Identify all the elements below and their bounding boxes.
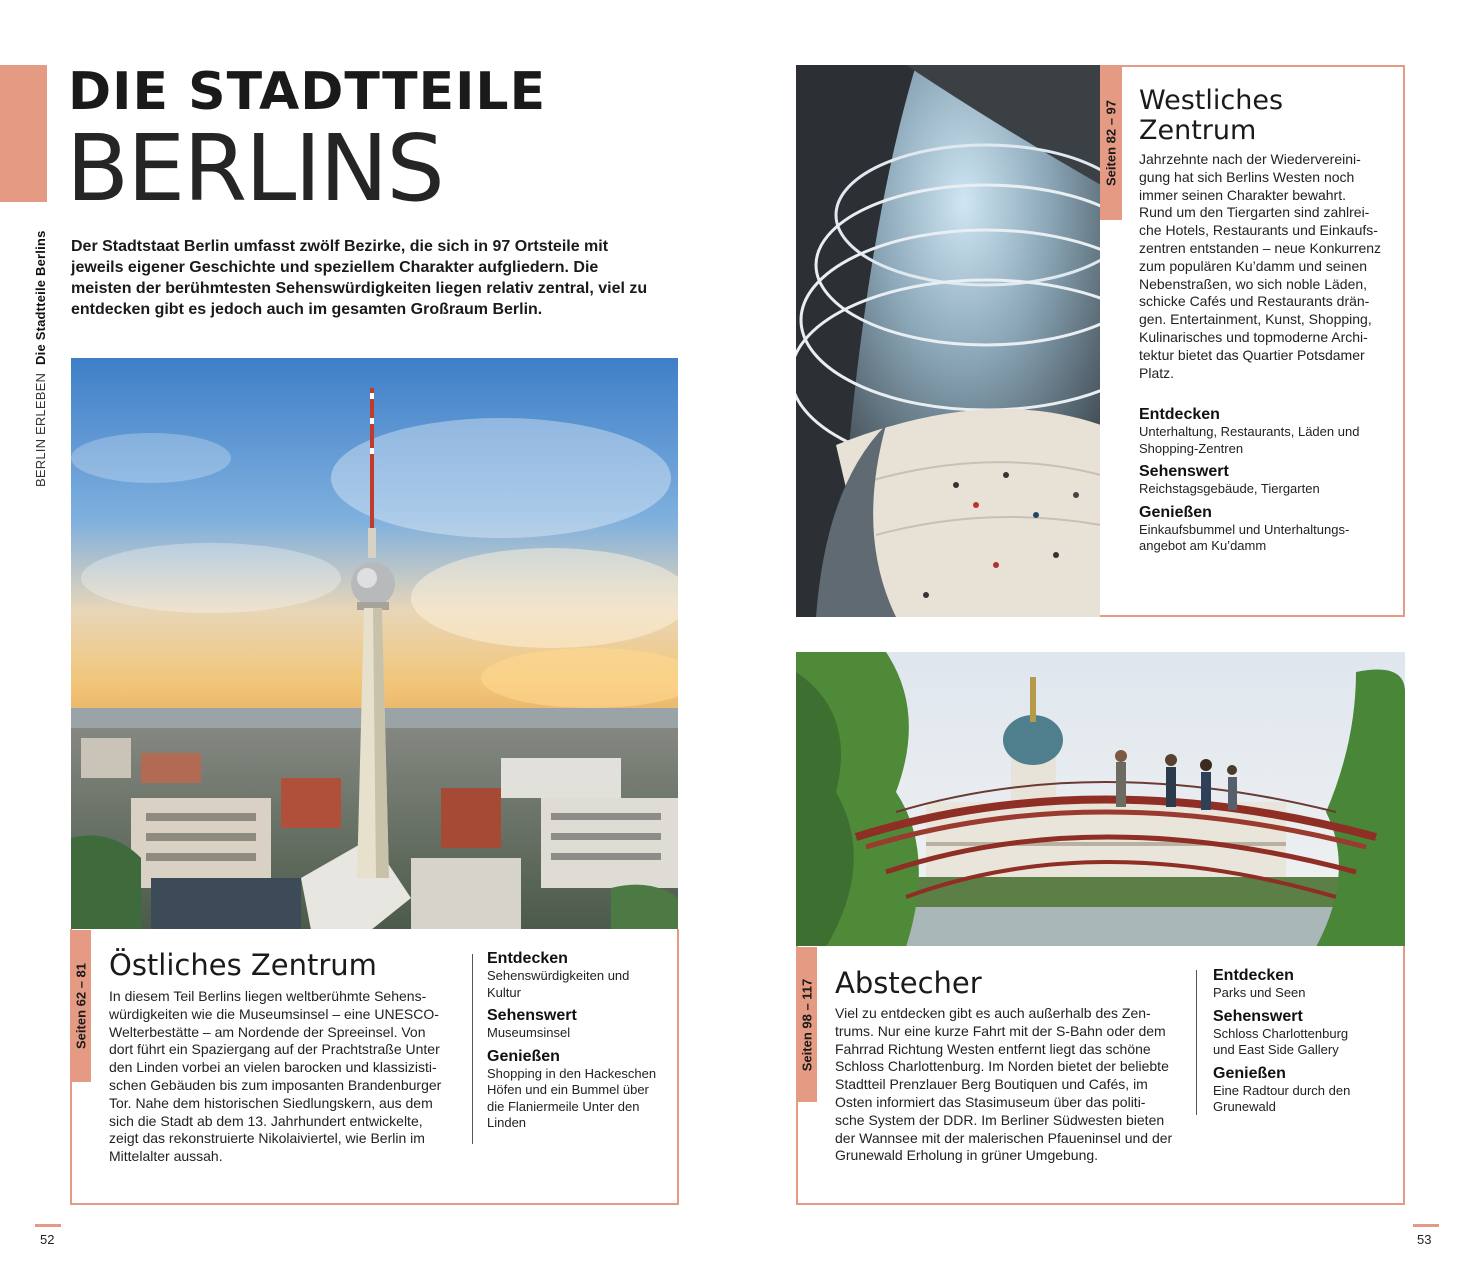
- page-range-label: Seiten 98 – 117: [799, 978, 815, 1071]
- fact-label: Sehenswert: [1139, 463, 1229, 480]
- facts-box: [487, 950, 672, 1132]
- fact-value: Schloss Charlottenburg: [1213, 1025, 1349, 1041]
- fact-value: Kultur: [487, 984, 521, 1000]
- page-number-right: 53: [1417, 1232, 1432, 1247]
- fact-value: Museumsinsel: [487, 1025, 571, 1040]
- page-range-tab: [71, 930, 91, 1082]
- fact-value: Shopping-Zentren: [1139, 440, 1244, 456]
- fact-label: Genießen: [1213, 1064, 1286, 1082]
- fact-value: Unterhaltung, Restaurants, Läden und: [1139, 424, 1360, 439]
- page-title-line2: BERLINS: [66, 115, 443, 222]
- charlottenburg-bridge-photo: [796, 652, 1405, 947]
- fact-value: Einkaufsbummel und Unterhaltungs-: [1139, 521, 1350, 537]
- fact-label: Entdecken: [1213, 967, 1294, 984]
- facts-box: [1213, 967, 1398, 1116]
- section-text: Viel zu entdecken gibt es auch außerhalb des Zen- trums. Nur eine kurze Fahrt mit der S-Bahn oder dem Fahrrad Richtung Westen entfernt liegt das schöne Schloss Charlottenburg. Im Norden bietet der beliebte Stadtteil Prenzlauer Berg Boutiquen und Cafés, im Osten informiert das Stasimuseum über das politi- sche System der DDR. Im Berliner Südwesten bieten der Wannsee mit der malerischen Pfaueninsel und der Grunewald Erholung in grüner Umgebung.: [835, 1005, 1173, 1164]
- reichstag-dome-photo: [796, 65, 1101, 617]
- page-range-label: Seiten 82 – 97: [1103, 99, 1119, 186]
- facts-box: [1139, 406, 1394, 555]
- chapter-label: Die Stadtteile Berlins: [33, 230, 48, 365]
- intro-text: Der Stadtstaat Berlin umfasst zwölf Bezirke, die sich in 97 Ortsteile mit jeweils eigener Geschichte und speziellem Charakter aufgliedern. Die meisten der berühmtesten Sehenswürdigkeiten liegen relativ zentral, viel zu entdecken gibt es jedoch auch im gesamten Großraum Berlin.: [71, 238, 648, 318]
- section-heading: Östliches Zentrum: [109, 948, 377, 982]
- section-text: In diesem Teil Berlins liegen weltberühmte Sehens- würdigkeiten wie die Museumsinsel – eine UNESCO- Welterbestätte – am Nordende der Spreeinsel. Von dort führt ein Spaziergang auf der Prachtstraße Unter den Linden vorbei an vielen barocken und klassizisti- schen Gebäuden bis zum imposanten Brandenburger Tor. Nahe dem historischen Siedlungskern, aus dem sich die Stadt ab dem 13. Jahrhundert entwickelte, zeigt das rekonstruierte Nikolaiviertel, wie Berlin im Mittelalter aussah.: [109, 988, 442, 1165]
- fact-value: Eine Radtour durch den: [1213, 1082, 1351, 1098]
- fact-label: Entdecken: [1139, 406, 1220, 423]
- fact-label: Sehenswert: [487, 1007, 577, 1024]
- fact-value: die Flaniermeile Unter den: [487, 1098, 640, 1114]
- page-number-left: 52: [40, 1232, 55, 1247]
- page-range-label: Seiten 62 – 81: [73, 963, 89, 1049]
- page-title-line1: DIE STADTTEILE: [68, 62, 547, 122]
- tv-tower-photo: [71, 358, 678, 930]
- page-range-tab: [1100, 65, 1122, 220]
- page-range-tab: [797, 947, 817, 1102]
- section-heading: Abstecher: [835, 966, 982, 1000]
- fact-value: Sehenswürdigkeiten und: [487, 968, 630, 983]
- fact-label: Genießen: [1139, 503, 1212, 521]
- page-number-rule: [35, 1224, 61, 1227]
- fact-value: Shopping in den Hackeschen: [487, 1065, 657, 1081]
- fact-label: Sehenswert: [1213, 1007, 1303, 1025]
- fact-value: Grunewald: [1213, 1099, 1276, 1114]
- fact-value: angebot am Ku’damm: [1139, 538, 1267, 553]
- column-divider: [472, 954, 473, 1144]
- section-text: Jahrzehnte nach der Wiedervereini- gung hat sich Berlins Westen noch immer seinen Charakter bewahrt. Rund um den Tiergarten sind zahlrei- che Hotels, Restaurants und Einkaufs- zentren entstanden – neue Konkurrenz zum populären Ku’damm und seinen Nebenstraßen, wo sich noble Läden, schicke Cafés und Restaurants drän- gen. Entertainment, Kunst, Shopping, Kulinarisches und topmoderne Archi- tektur bietet das Quartier Potsdamer Platz.: [1139, 151, 1382, 381]
- fact-value: Linden: [487, 1115, 527, 1130]
- fact-value: und East Side Gallery: [1213, 1042, 1339, 1057]
- accent-bar: [0, 65, 47, 202]
- page-number-rule: [1413, 1224, 1439, 1227]
- fact-value: Höfen und ein Bummel über: [487, 1082, 649, 1097]
- fact-value: Reichstagsgebäude, Tiergarten: [1139, 481, 1320, 496]
- section-label: BERLIN ERLEBEN: [33, 372, 48, 487]
- fact-value: Parks und Seen: [1213, 985, 1306, 1000]
- fact-label: Genießen: [487, 1047, 560, 1065]
- section-heading: Westliches Zentrum: [1139, 85, 1284, 146]
- fact-label: Entdecken: [487, 950, 568, 967]
- section-side-label: [33, 230, 48, 487]
- column-divider: [1196, 970, 1197, 1115]
